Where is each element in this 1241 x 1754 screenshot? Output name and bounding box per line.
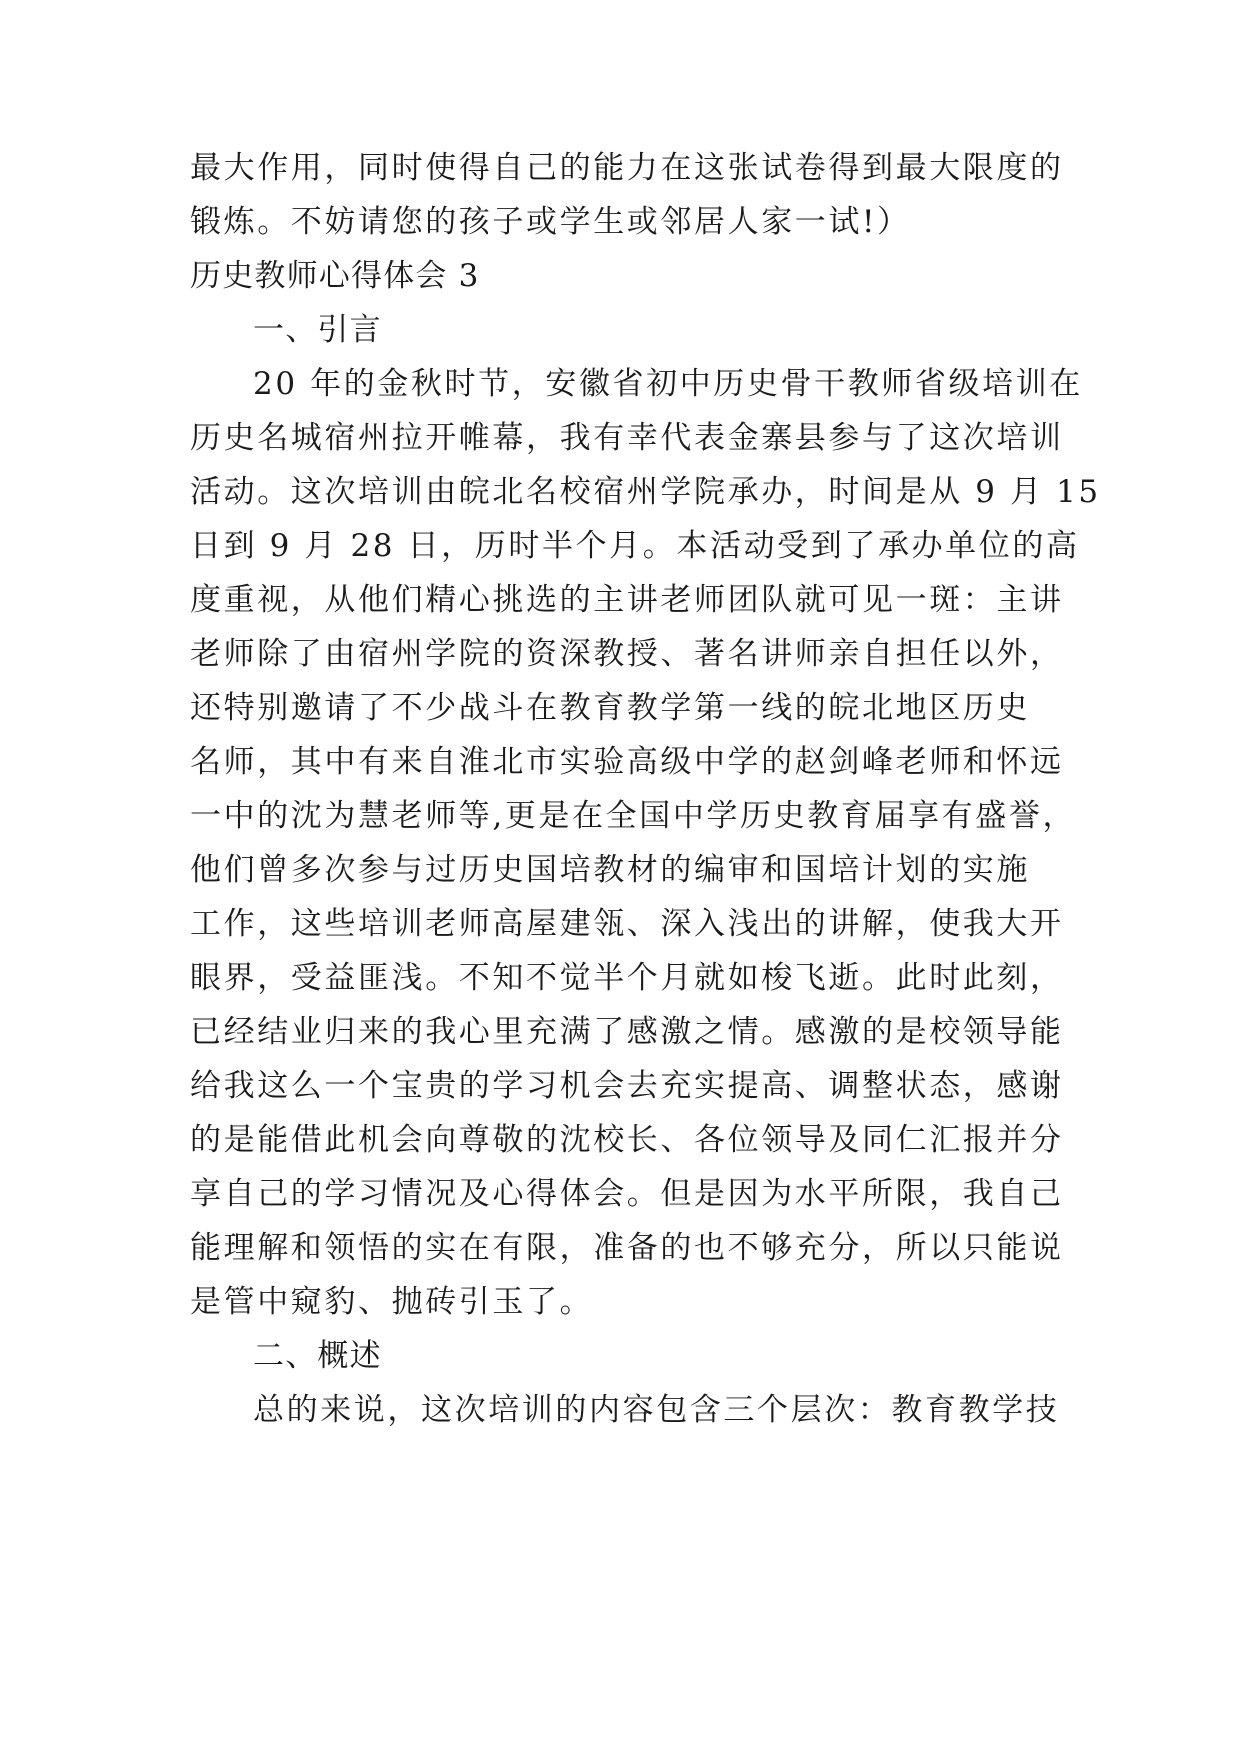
- paragraph-line: 还特别邀请了不少战斗在教育教学第一线的皖北地区历史: [190, 690, 1030, 726]
- paragraph-line: 度重视，从他们精心挑选的主讲老师团队就可见一斑：主讲: [190, 582, 1064, 618]
- paragraph-line: 一中的沈为慧老师等,更是在全国中学历史教育届享有盛誉，: [190, 798, 1077, 834]
- section-heading-introduction: 一、引言: [253, 312, 382, 348]
- section-heading-overview: 二、概述: [253, 1338, 382, 1374]
- paragraph-line: 已经结业归来的我心里充满了感激之情。感激的是校领导能: [190, 1014, 1064, 1050]
- paragraph-line: 享自己的学习情况及心得体会。但是因为水平所限，我自己: [190, 1176, 1064, 1212]
- paragraph-line: 最大作用，同时使得自己的能力在这张试卷得到最大限度的: [190, 150, 1064, 186]
- paragraph-line: 历史名城宿州拉开帷幕，我有幸代表金寨县参与了这次培训: [190, 420, 1064, 456]
- paragraph-line: 能理解和领悟的实在有限，准备的也不够充分，所以只能说: [190, 1230, 1064, 1266]
- paragraph-line: 日到 9 月 28 日，历时半个月。本活动受到了承办单位的高: [190, 528, 1080, 564]
- paragraph-line: 是管中窥豹、抛砖引玉了。: [190, 1284, 594, 1320]
- paragraph-line: 他们曾多次参与过历史国培教材的编审和国培计划的实施: [190, 852, 1030, 888]
- paragraph-line: 20 年的金秋时节，安徽省初中历史骨干教师省级培训在: [253, 366, 1083, 402]
- paragraph-line: 眼界，受益匪浅。不知不觉半个月就如梭飞逝。此时此刻，: [190, 960, 1064, 996]
- paragraph-line: 工作，这些培训老师高屋建瓴、深入浅出的讲解，使我大开: [190, 906, 1064, 942]
- paragraph-line: 的是能借此机会向尊敬的沈校长、各位领导及同仁汇报并分: [190, 1122, 1064, 1158]
- paragraph-line: 活动。这次培训由皖北名校宿州学院承办，时间是从 9 月 15: [190, 474, 1101, 510]
- paragraph-line: 锻炼。不妨请您的孩子或学生或邻居人家一试!）: [190, 204, 911, 240]
- paragraph-line: 总的来说，这次培训的内容包含三个层次：教育教学技: [253, 1392, 1060, 1428]
- document-title: 历史教师心得体会 3: [190, 258, 480, 294]
- paragraph-line: 名师，其中有来自淮北市实验高级中学的赵剑峰老师和怀远: [190, 744, 1064, 780]
- paragraph-line: 给我这么一个宝贵的学习机会去充实提高、调整状态，感谢: [190, 1068, 1064, 1104]
- paragraph-line: 老师除了由宿州学院的资深教授、著名讲师亲自担任以外，: [190, 636, 1064, 672]
